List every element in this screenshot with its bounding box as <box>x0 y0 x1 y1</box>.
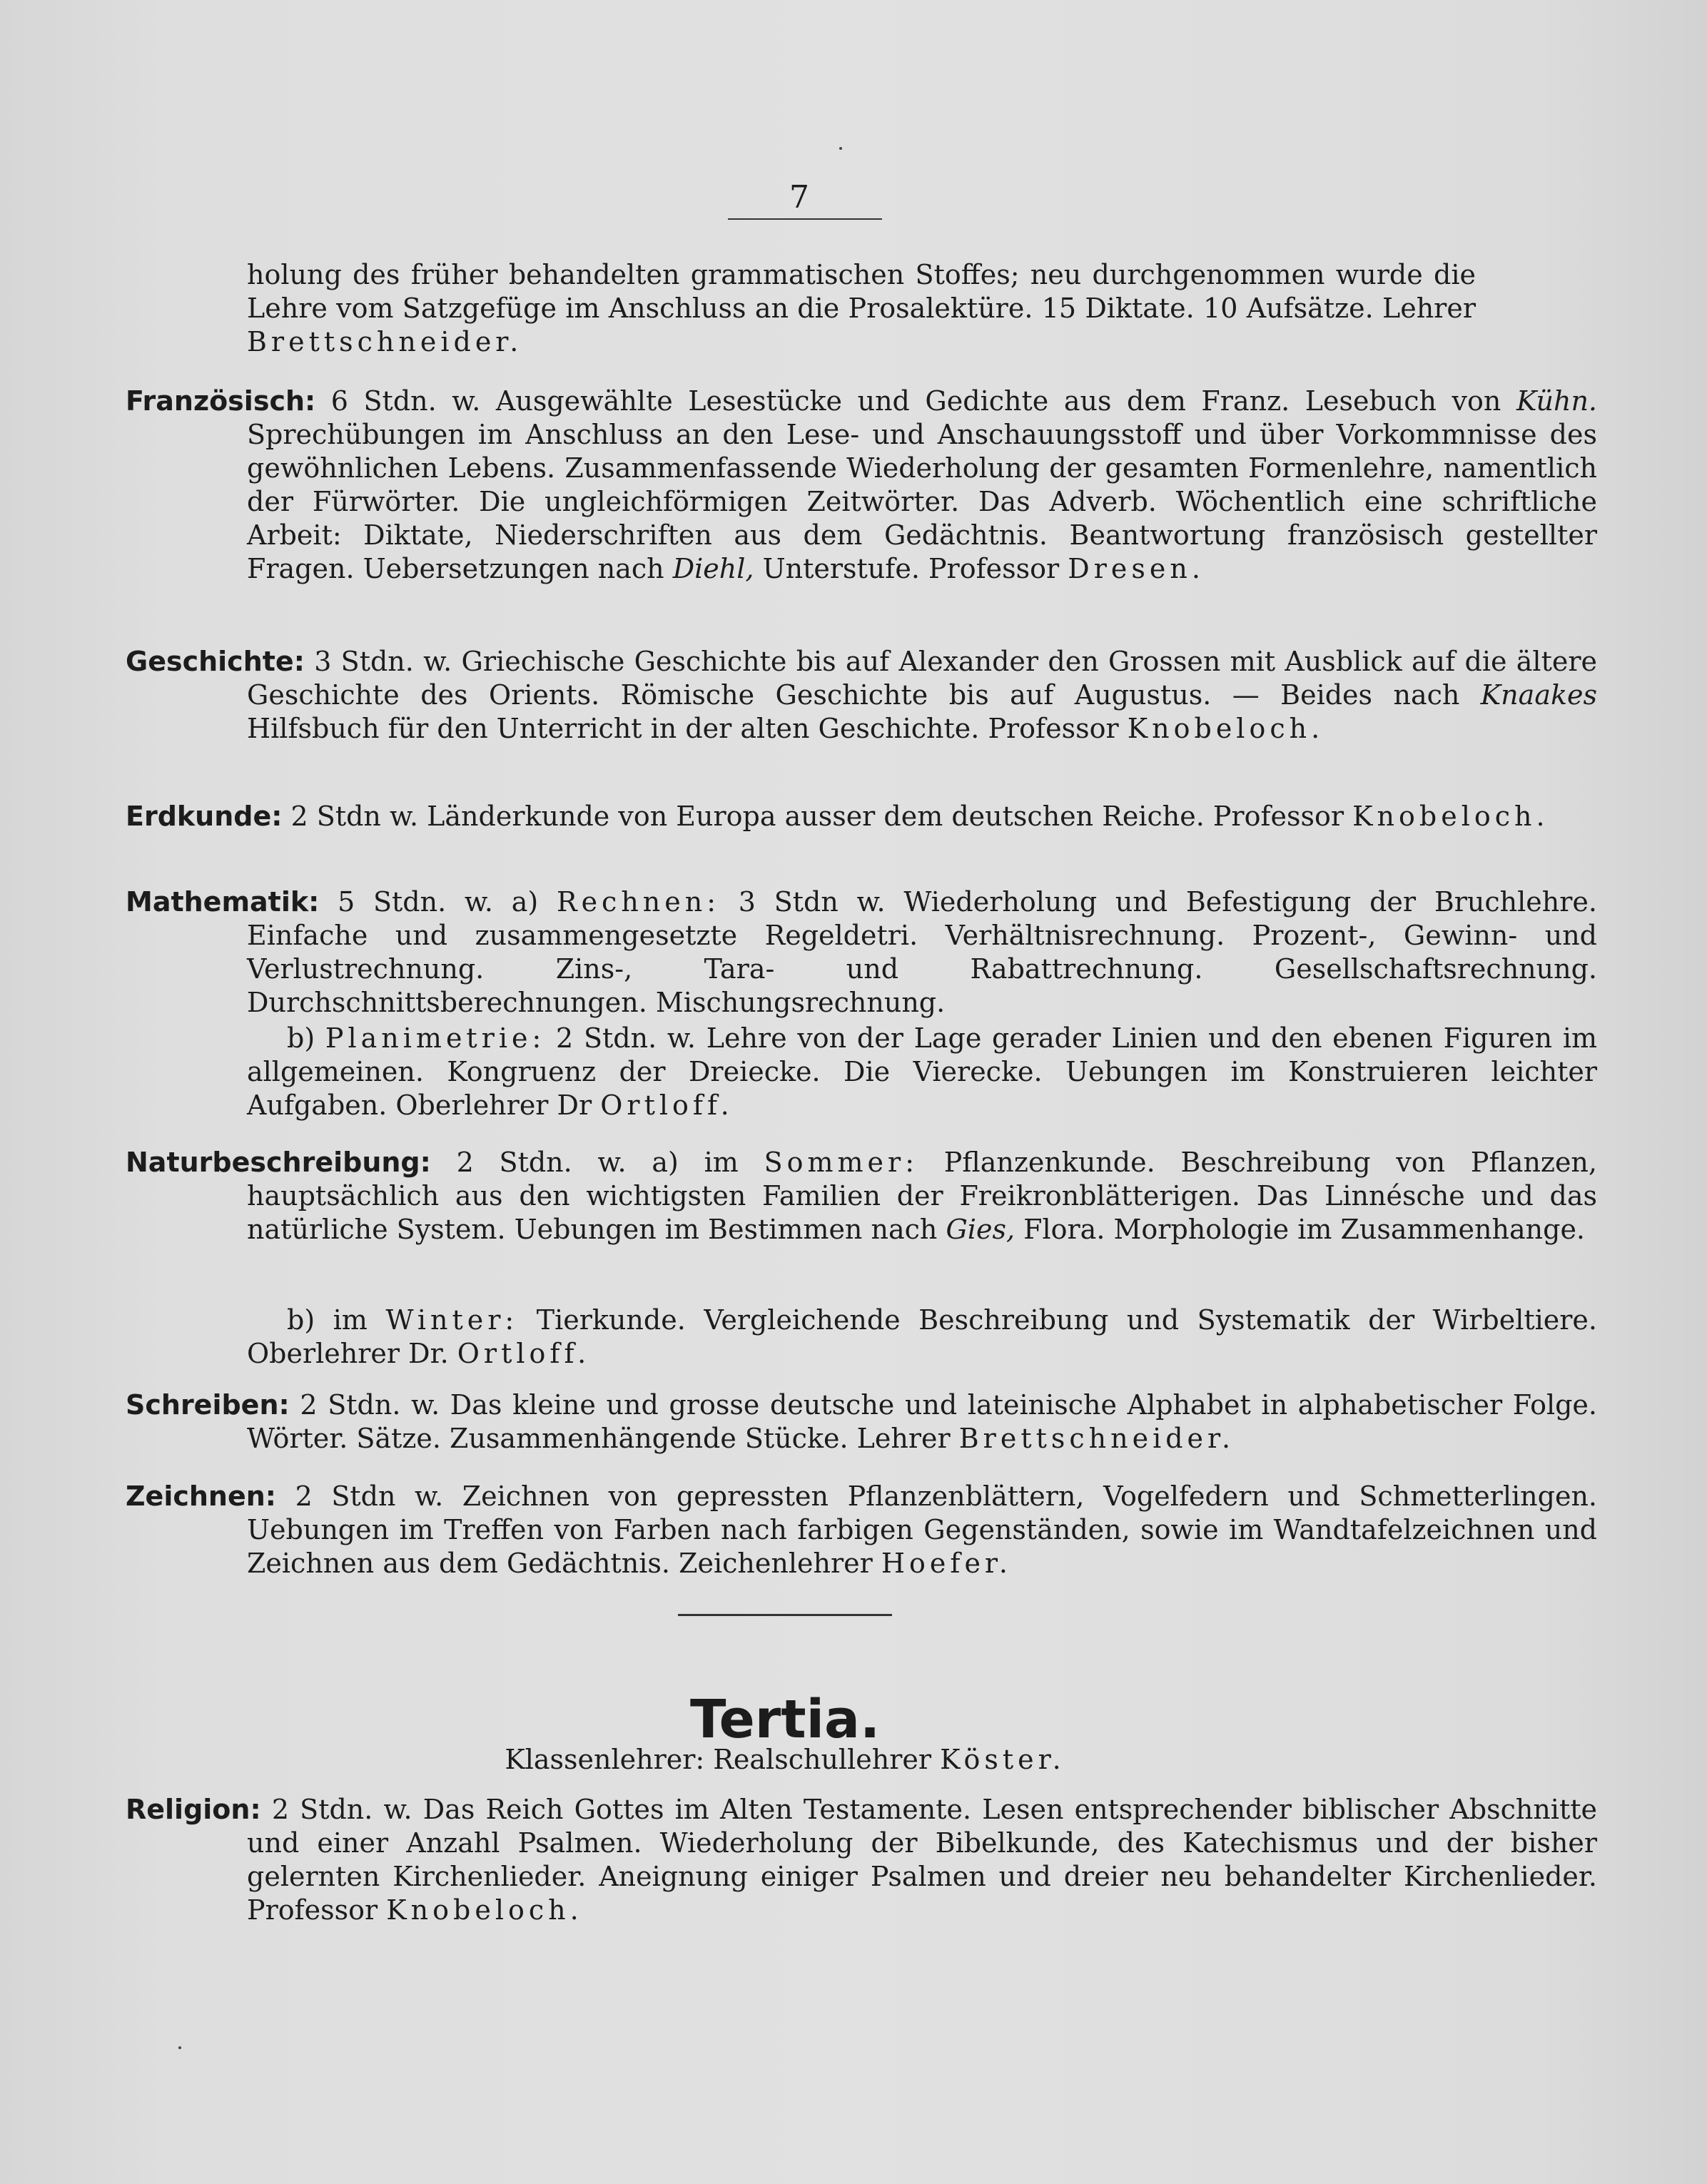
subject-zeichnen: Zeichnen: <box>126 1480 277 1512</box>
book-diehl: Diehl, <box>672 553 754 584</box>
naturbeschreibung-text-3: Flora. Morphologie im Zusammenhange. <box>1015 1214 1586 1245</box>
naturbeschreibung-text-5: Tierkunde. Vergleichende Beschreibung und Systematik der Wirbeltiere. Oberlehrer Dr. <box>247 1304 1597 1369</box>
naturbeschreibung-teacher: Ortloff. <box>457 1338 591 1369</box>
book-kuehn: Kühn. <box>1516 385 1597 417</box>
class-teacher-name: Köster. <box>940 1744 1065 1775</box>
mathematik-text-4: 2 Stdn. w. Lehre von der Lage gerader Linien und den ebenen Figuren im allgemeinen. Kongruenz der Dreiecke. Die Vierecke. Uebungen im Konstruieren leichter Aufgaben. Oberlehrer Dr <box>247 1022 1598 1121</box>
paragraph-mathematik <box>126 885 1597 1020</box>
paragraph-erdkunde <box>126 800 1597 833</box>
geschichte-teacher: Knobeloch. <box>1127 713 1324 744</box>
mathematik-rechnen-label: Rechnen: <box>556 886 721 918</box>
naturbeschreibung-text-4: b) im <box>287 1304 386 1336</box>
mathematik-text-2: 3 Stdn w. Wiederholung und Befestigung der Bruchlehre. Einfache und zusammengesetzte Regeldetri. Verhältnisrechnung. Prozent-, Gewinn- und Verlustrechnung. Zins-, Tara- und Rabattrechnung. Gesellschaftsrechnung. Durchschnittsberechnungen. Mischungsrechnung. <box>247 886 1597 1018</box>
naturbeschreibung-winter-label: Winter: <box>385 1304 519 1336</box>
paragraph-religion <box>126 1793 1597 1927</box>
paragraph-mathematik-planimetrie <box>126 1022 1597 1122</box>
print-speck <box>839 147 842 150</box>
paragraph-geschichte <box>126 645 1597 746</box>
page-number-rule <box>728 218 882 220</box>
erdkunde-teacher: Knobeloch. <box>1352 801 1549 832</box>
paragraph-schreiben <box>126 1388 1597 1456</box>
religion-teacher: Knobeloch. <box>386 1894 583 1926</box>
class-teacher-line <box>428 1743 1142 1777</box>
mathematik-teacher: Ortloff. <box>600 1090 734 1121</box>
religion-text-1: 2 Stdn. w. Das Reich Gottes im Alten Testamente. Lesen entsprechender biblischer Abschnitte und einer Anzahl Psalmen. Wiederholung der Bibelkunde, des Katechismus und der bisher gelernten Kirchenlieder. Aneignung einiger Psalmen und dreier neu behandelter Kirchenlieder. Professor <box>247 1794 1597 1926</box>
naturbeschreibung-text-2: Pflanzenkunde. Beschreibung von Pflanzen, hauptsächlich aus den wichtigsten Familien der Freikronblätterigen. Das Linnésche und das natürliche System. Uebungen im Bestimmen nach <box>247 1147 1597 1245</box>
subject-schreiben: Schreiben: <box>126 1389 290 1421</box>
geschichte-text-1: 3 Stdn. w. Griechische Geschichte bis auf Alexander den Grossen mit Ausblick auf die ältere Geschichte des Orients. Römische Geschichte bis auf Augustus. — Beides nach <box>247 646 1597 711</box>
franzoesisch-teacher: Dresen. <box>1068 553 1205 584</box>
franzoesisch-text-3: Unterstufe. Professor <box>754 553 1068 584</box>
section-divider-rule <box>678 1614 892 1616</box>
page-number: 7 <box>789 179 809 215</box>
schreiben-text-1: 2 Stdn. w. Das kleine und grosse deutsche und lateinische Alphabet in alphabetischer Folge. Wörter. Sätze. Zusammenhängende Stücke. Lehrer <box>247 1389 1597 1454</box>
book-gies: Gies, <box>946 1214 1015 1245</box>
subject-mathematik: Mathematik: <box>126 886 320 918</box>
mathematik-planimetrie-label: Planimetrie: <box>325 1022 546 1054</box>
franzoesisch-text-2: Sprechübungen im Anschluss an den Lese- und Anschauungsstoff und über Vorkommnisse des gewöhnlichen Lebens. Zusammenfassende Wiederholung der gesamten Formenlehre, namentlich der Fürwörter. Die ungleichförmigen Zeitwörter. Das Adverb. Wöchentlich eine schriftliche Arbeit: Diktate, Niederschriften aus dem Gedächtnis. Beantwortung französisch gestellter Fragen. Uebersetzungen nach <box>247 419 1597 584</box>
paragraph-deutsch-continuation <box>126 258 1476 359</box>
naturbeschreibung-text-1: 2 Stdn. w. a) im <box>430 1147 764 1178</box>
deutsch-teacher: Brettschneider. <box>247 326 523 357</box>
erdkunde-text-1: 2 Stdn w. Länderkunde von Europa ausser dem deutschen Reiche. Professor <box>282 801 1353 832</box>
zeichnen-teacher: Hoefer. <box>881 1548 1013 1579</box>
mathematik-text-1: 5 Stdn. w. a) <box>319 886 557 918</box>
deutsch-text: holung des früher behandelten grammatischen Stoffes; neu durchgenommen wurde die Lehre vom Satzgefüge im Anschluss an die Prosalektüre. 15 Diktate. 10 Aufsätze. Lehrer <box>247 259 1476 324</box>
subject-geschichte: Geschichte: <box>126 646 305 677</box>
geschichte-text-2: Hilfsbuch für den Unterricht in der alten Geschichte. Professor <box>247 713 1128 744</box>
naturbeschreibung-sommer-label: Sommer: <box>764 1147 919 1178</box>
schreiben-teacher: Brettschneider. <box>958 1423 1235 1454</box>
paragraph-naturbeschreibung-winter <box>126 1304 1597 1371</box>
class-teacher-label: Klassenlehrer: Realschullehrer <box>505 1744 941 1775</box>
subject-erdkunde: Erdkunde: <box>126 801 283 832</box>
zeichnen-text-1: 2 Stdn w. Zeichnen von gepressten Pflanzenblättern, Vogelfedern und Schmetterlingen. Uebungen im Treffen von Farben nach farbigen Gegenständen, sowie im Wandtafelzeichnen und Zeichnen aus dem Gedächtnis. Zeichenlehrer <box>247 1480 1597 1579</box>
franzoesisch-text-1: 6 Stdn. w. Ausgewählte Lesestücke und Gedichte aus dem Franz. Lesebuch von <box>315 385 1516 417</box>
mathematik-text-3: b) <box>287 1022 325 1054</box>
subject-naturbeschreibung: Naturbeschreibung: <box>126 1147 431 1178</box>
section-title-tertia: Tertia. <box>689 1689 881 1750</box>
book-knaakes: Knaakes <box>1480 679 1597 711</box>
paragraph-franzoesisch <box>126 385 1597 586</box>
subject-religion: Religion: <box>126 1794 261 1825</box>
paragraph-zeichnen <box>126 1480 1597 1580</box>
paragraph-naturbeschreibung <box>126 1146 1597 1246</box>
subject-franzoesisch: Französisch: <box>126 385 316 417</box>
print-speck <box>178 2046 181 2049</box>
